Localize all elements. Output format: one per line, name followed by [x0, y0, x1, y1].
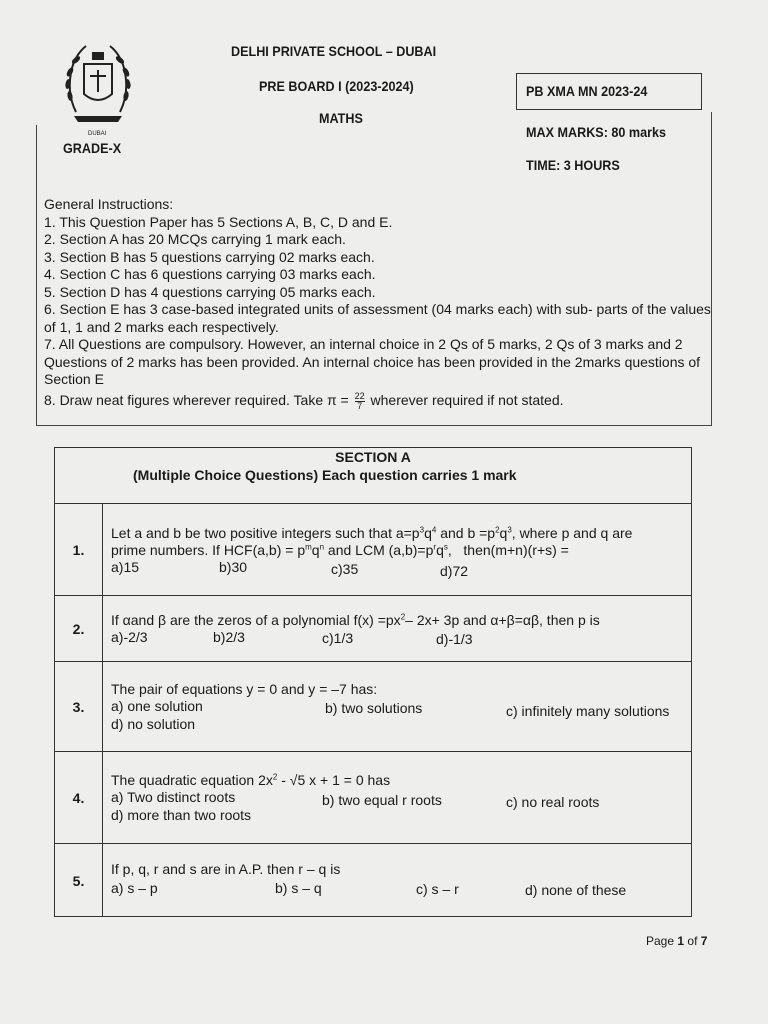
- instructions-border-left: [36, 125, 37, 425]
- option-b: b) two equal r roots: [322, 792, 442, 808]
- logo-caption: DUBAI: [88, 131, 107, 137]
- option-d: d) no solution: [111, 716, 196, 732]
- question-number: 2.: [55, 596, 103, 661]
- section-header-row: [55, 447, 691, 503]
- option-c: c) s – r: [416, 881, 459, 897]
- question-row: [55, 595, 691, 661]
- option-c: c)35: [331, 561, 359, 577]
- instructions-title: General Instructions:: [44, 196, 174, 212]
- section-a-table: [54, 447, 692, 917]
- question-row: [55, 661, 691, 751]
- school-name: DELHI PRIVATE SCHOOL – DUBAI: [231, 43, 437, 59]
- question-text: The pair of equations y = 0 and y = –7 has:: [111, 681, 378, 697]
- option-b: b)30: [219, 559, 248, 575]
- option-b: b)2/3: [213, 629, 245, 645]
- option-d: d)-1/3: [436, 631, 473, 647]
- max-marks: MAX MARKS: 80 marks: [526, 124, 667, 140]
- option-c: c) no real roots: [506, 794, 600, 810]
- exam-time: TIME: 3 HOURS: [526, 157, 620, 173]
- question-row: [55, 843, 691, 917]
- question-row: [55, 751, 691, 843]
- school-logo-icon: [62, 42, 134, 134]
- instruction-item: 4. Section C has 6 questions carrying 03 marks each.: [44, 266, 376, 282]
- option-d: d)72: [440, 563, 469, 579]
- instruction-item: 5. Section D has 4 questions carrying 05 marks each.: [44, 283, 376, 300]
- option-d: d) none of these: [525, 882, 627, 898]
- question-text: If αand β are the zeros of a polynomial $f(x) =px^2-$ 2x+ 3p and α+β=αβ, then p is: [111, 612, 600, 628]
- paper-code-box: [516, 73, 702, 110]
- question-text: Let a and b be two positive integers such that $a=p^3q^4$ and $b =p^2q^3$, where p and q are prime numbers. If $HCF(a,b) = p^mq^n$ and LCM $(a,b)=p^rq^s$, then(m+n)(r+s) =: [111, 525, 633, 558]
- instruction-item: 1. This Question Paper has 5 Sections A, B, C, D and E.: [44, 213, 393, 230]
- page-indicator: Page 1 of 7: [646, 934, 708, 948]
- section-title: SECTION A: [335, 449, 411, 465]
- option-b: b) s – q: [275, 880, 322, 896]
- subject-title: MATHS: [319, 110, 363, 126]
- question-number: 4.: [55, 752, 103, 843]
- instruction-item: 6. Section E has 3 case-based integrated units of assessment (04 marks each) with sub- parts of the values of 1, 1 and 2 marks each respectively.: [44, 301, 711, 335]
- option-d: d) more than two roots: [111, 807, 252, 823]
- instruction-item: 3. Section B has 5 questions carrying 02 marks each.: [44, 248, 375, 265]
- instruction-item: 2. Section A has 20 MCQs carrying 1 mark each.: [44, 231, 346, 247]
- instruction-item: 7. All Questions are compulsory. However, an internal choice in 2 Qs of 5 marks, 2 Qs of 3 marks and 2 Questions of 2 marks has been provided. An internal choice has been provided in the 2marks questions of Section E: [44, 336, 701, 387]
- question-number: 1.: [55, 504, 103, 595]
- option-a: a)-2/3: [111, 629, 148, 645]
- grade-label: GRADE-X: [63, 140, 122, 156]
- question-row: [55, 503, 691, 595]
- question-text: The quadratic equation $2x^2 - √5$ x + 1 = 0 has: [111, 772, 391, 788]
- section-subtitle: (Multiple Choice Questions) Each question carries 1 mark: [133, 467, 517, 483]
- option-a: a) Two distinct roots: [111, 789, 236, 805]
- paper-code: PB XMA MN 2023-24: [526, 83, 648, 99]
- question-text: If p, q, r and s are in A.P. then r – q is: [111, 861, 341, 877]
- option-b: b) two solutions: [325, 700, 423, 716]
- general-instructions: [44, 196, 712, 411]
- option-a: a) s – p: [111, 880, 158, 896]
- option-c: c) infinitely many solutions: [506, 703, 670, 719]
- question-number: 5.: [55, 844, 103, 917]
- option-a: a) one solution: [111, 698, 203, 714]
- instruction-item-8: 8. Draw neat figures wherever required. Take π = $\frac{22}{7}$ wherever required if not stated.: [44, 390, 564, 411]
- exam-title: PRE BOARD I (2023-2024): [259, 78, 414, 94]
- option-a: a)15: [111, 559, 140, 575]
- option-c: c)1/3: [322, 630, 354, 646]
- question-number: 3.: [55, 662, 103, 751]
- pi-fraction: $\frac{22}{7}$: [354, 390, 365, 411]
- instructions-border-bottom: [36, 425, 712, 426]
